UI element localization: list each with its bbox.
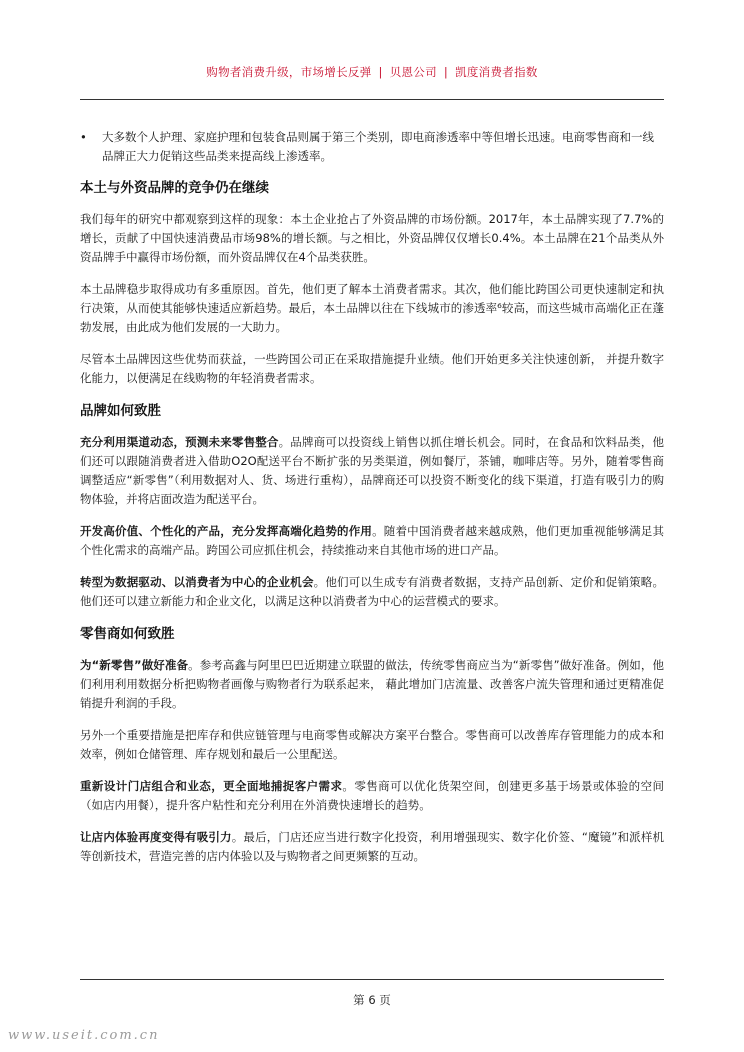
paragraph: 本土品牌稳步取得成功有多重原因。首先，他们更了解本土消费者需求。其次，他们能比跨国公司更快速制定和执行决策，从而使其能够快速适应新趋势。最后，本土品牌以往在下线城市的渗透率⁶较高，而这些城市高端化正在蓬勃发展，由此成为他们发展的一大助力。: [80, 282, 664, 334]
footer-divider: [80, 979, 664, 980]
paragraph: [80, 777, 664, 815]
header-company-bain: 贝恩公司: [389, 65, 437, 79]
paragraph-text: 。他们可以生成专有消费者数据，支持产品创新、定价和促销策略。他们还可以建立新能力和企业文化，以满足这种以消费者为中心的运营模式的要求。: [80, 575, 664, 608]
section-heading-brands: 品牌如何致胜: [80, 403, 161, 419]
page-number: 第 6 页: [353, 993, 391, 1007]
bullet-text: 大多数个人护理、家庭护理和包装食品则属于第三个类别，即电商渗透率中等但增长迅速。电商零售商和一线品牌正大力促销这些品类来提高线上渗透率。: [102, 130, 654, 163]
bullet-item: [80, 128, 664, 166]
paragraph-lead: 重新设计门店组合和业态，更全面地捕捉客户需求: [80, 779, 343, 793]
paragraph-text: 。品牌商可以投资线上销售以抓住增长机会。同时，在食品和饮料品类，他们还可以跟随消费者进入借助O2O配送平台不断扩张的另类渠道，例如餐厅，茶铺，咖啡店等。另外，随着零售商调整适应“新零售”（利用数据对人、货、场进行重构），品牌商还可以投资不断变化的线下渠道，打造有吸引力的购物体验，并将店面改造为配送平台。: [80, 435, 664, 506]
paragraph-text: 。零售商可以优化货架空间，创建更多基于场景或体验的空间（如店内用餐），提升客户粘性和充分利用在外消费快速增长的趋势。: [80, 779, 665, 812]
paragraph-lead: 开发高价值、个性化的产品，充分发挥高端化趋势的作用: [80, 524, 373, 538]
header-separator: |: [443, 65, 449, 79]
section-heading-competition: 本土与外资品牌的竞争仍在继续: [80, 180, 269, 196]
paragraph: [80, 573, 664, 611]
page-header: [80, 64, 664, 80]
paragraph: [80, 433, 664, 509]
paragraph-lead: 让店内体验再度变得有吸引力: [80, 830, 232, 844]
header-company-kantar: 凯度消费者指数: [455, 65, 538, 79]
bullet-dot-icon: •: [80, 130, 87, 144]
page-body: [80, 128, 664, 879]
paragraph: 尽管本土品牌因这些优势而获益，一些跨国公司正在采取措施提升业绩。他们开始更多关注快速创新， 并提升数字化能力，以便满足在线购物的年轻消费者需求。: [80, 352, 664, 385]
header-separator: |: [378, 65, 383, 79]
paragraph-lead: 充分利用渠道动态，预测未来零售整合: [80, 435, 279, 449]
header-report-title: 购物者消费升级，市场增长反弹: [206, 65, 372, 79]
paragraph-text: 。最后，门店还应当进行数字化投资，利用增强现实、数字化价签、“魔镜”和派样机等创新技术，营造完善的店内体验以及与购物者之间更频繁的互动。: [80, 830, 664, 863]
section-heading-retailers: 零售商如何致胜: [80, 626, 175, 642]
paragraph-text: 。参考高鑫与阿里巴巴近期建立联盟的做法，传统零售商应当为“新零售”做好准备。例如，他们利用利用数据分析把购物者画像与购物者行为联系起来， 藉此增加门店流量、改善客户流失管理和通过更精准促销提升利润的手段。: [80, 658, 664, 710]
header-divider: [80, 99, 664, 100]
paragraph-lead: 转型为数据驱动、以消费者为中心的企业机会: [80, 575, 314, 589]
paragraph-lead: 为“新零售”做好准备: [80, 658, 189, 672]
paragraph: [80, 828, 664, 866]
paragraph: [80, 656, 664, 713]
site-watermark: www.useit.com.cn: [8, 1028, 160, 1043]
paragraph: 我们每年的研究中都观察到这样的现象：本土企业抢占了外资品牌的市场份额。2017年，本土品牌实现了7.7%的增长，贡献了中国快速消费品市场98%的增长额。与之相比，外资品牌仅仅增长0.4%。本土品牌在21个品类从外资品牌手中赢得市场份额，而外资品牌仅在4个品类获胜。: [80, 212, 664, 264]
paragraph-text: 。随着中国消费者越来越成熟，他们更加重视能够满足其个性化需求的高端产品。跨国公司应抓住机会，持续推动来自其他市场的进口产品。: [80, 524, 664, 557]
paragraph: [80, 522, 664, 560]
paragraph: 另外一个重要措施是把库存和供应链管理与电商零售或解决方案平台整合。零售商可以改善库存管理能力的成本和效率，例如仓储管理、库存规划和最后一公里配送。: [80, 728, 664, 761]
